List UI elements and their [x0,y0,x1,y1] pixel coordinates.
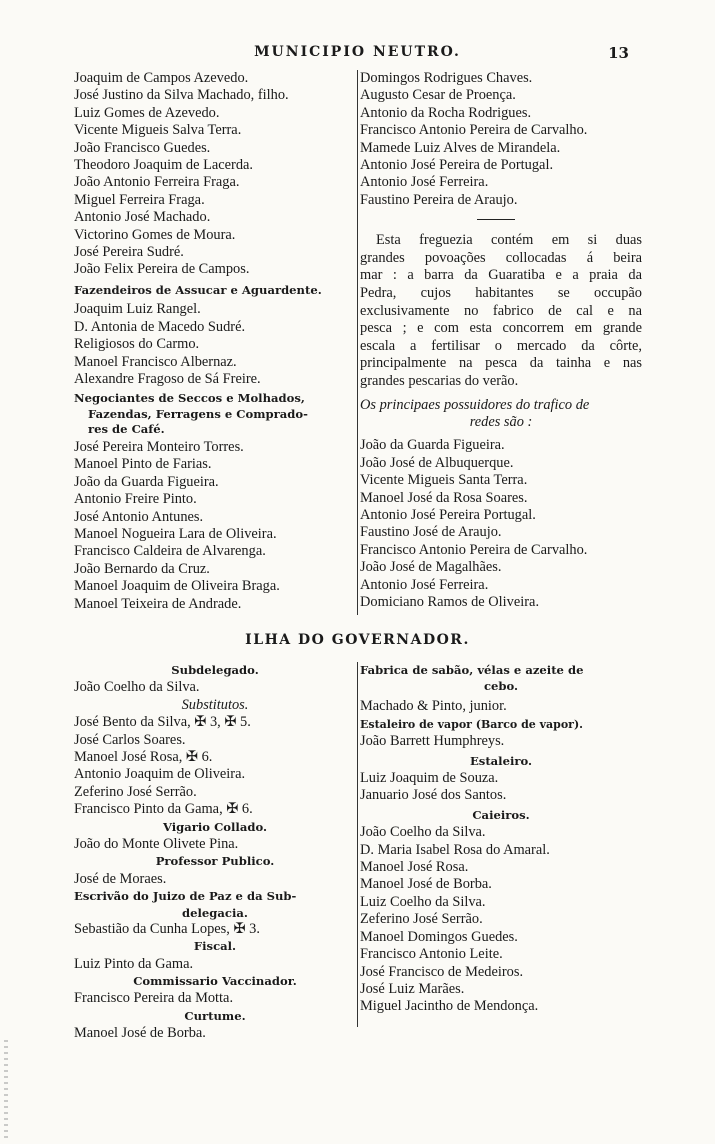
list-item: João Felix Pereira de Campos. [74,261,250,278]
list-item: Domiciano Ramos de Oliveira. [360,594,540,611]
short-rule [477,219,515,220]
list-item: José Antonio Antunes. [74,508,204,525]
list-item: José Luiz Marães. [360,980,465,997]
list-item: José Carlos Soares. [74,731,186,748]
list-item: Francisco Antonio Pereira de Carvalho. [360,541,588,558]
running-head [0,44,715,68]
paragraph-line: principalmente na pesca da tainha e nas [360,355,642,372]
scan-artifact [4,1040,8,1140]
list-item: Luiz Joaquim de Souza. [360,770,499,787]
list-item: João do Monte Olivete Pina. [74,836,239,853]
bottom-right-column [360,662,642,1016]
list-item: Manoel José Rosa. [360,859,469,876]
heading-line: Fabrica de sabão, vélas e azeite de [360,663,584,677]
heading-line: Negociantes de Seccos e Molhados, [74,391,305,406]
freguezia-paragraph [360,232,642,390]
names-list-1 [74,70,356,279]
list-item: José de Moraes. [74,870,167,887]
list-item: José Pereira Monteiro Torres. [74,438,244,455]
list-item: Manoel José de Borba. [74,1025,206,1042]
list-item: Antonio José Pereira Portugal. [360,507,536,524]
list-item: Zeferino José Serrão. [74,783,197,800]
list-item: Manoel José de Borba. [360,876,492,893]
names-list-1 [360,70,642,209]
list-item: Joaquim de Campos Azevedo. [74,70,249,86]
list-item: João Coelho da Silva. [360,824,486,841]
list-item: Sebastião da Cunha Lopes, ✠ 3. [74,920,260,937]
names-list-3 [74,439,356,613]
paragraph-line: pesca ; e com esta concorrem em grande [360,320,642,337]
list-item: Antonio Freire Pinto. [74,491,197,508]
list-item: Manoel Domingos Guedes. [360,928,518,945]
page-number: 13 [608,44,629,62]
heading-subdelegado: Subdelegado. [171,663,259,677]
heading-line: cebo. [483,679,519,694]
column-divider-bottom [357,662,358,1027]
section-title: ILHA DO GOVERNADOR. [245,632,470,648]
paragraph-line: Esta freguezia contém em si duas [376,232,642,249]
list-item: João Coelho da Silva. [74,679,200,696]
list-item: Manoel Nogueira Lara de Oliveira. [74,525,277,542]
list-item: Miguel Ferreira Fraga. [74,191,205,208]
list-item: João Bernardo da Cruz. [74,560,210,577]
list-item: João José de Magalhães. [360,559,502,576]
heading-escrivao [74,888,356,920]
list-item: Manoel Joaquim de Oliveira Braga. [74,578,280,595]
column-divider-top [357,70,358,615]
list-item: Francisco Antonio Pereira de Carvalho. [360,122,588,139]
heading-professor: Professor Publico. [155,854,275,869]
heading-curtume: Curtume. [184,1008,246,1023]
list-item: João da Guarda Figueira. [74,473,219,490]
heading-line: redes são : [469,414,533,430]
list-item: Victorino Gomes de Moura. [74,226,236,243]
list-item: Miguel Jacintho de Mendonça. [360,998,539,1015]
heading-substitutos: Substitutos. [181,696,249,713]
list-item: Luiz Gomes de Azevedo. [74,104,220,121]
list-item: Antonio José Pereira de Portugal. [360,157,554,174]
list-item: Luiz Coelho da Silva. [360,893,486,910]
list-item: Luiz Pinto da Gama. [74,955,194,972]
heading-commissario: Commissario Vaccinador. [133,973,297,988]
list-item: João Antonio Ferreira Fraga. [74,174,240,191]
heading-trafico [360,391,642,432]
list-item: José Justino da Silva Machado, filho. [74,87,289,104]
running-title: MUNICIPIO NEUTRO. [254,44,461,60]
paragraph-line: grandes pescarias do verão. [360,373,519,389]
list-item: José Pereira Sudré. [74,244,184,261]
list-item: Theodoro Joaquim de Lacerda. [74,157,254,174]
heading-fiscal: Fiscal. [193,939,237,954]
names-list-2 [74,301,356,388]
paragraph-line: grandes povoações collocadas á beira [360,249,642,266]
heading-caieiros: Caieiros. [472,807,530,822]
paragraph-line: escala a fertilisar o mercado da côrte, [360,337,642,354]
heading-line: Escrivão do Juizo de Paz e da Sub- [74,889,297,904]
heading-line: delegacia. [182,905,248,920]
heading-estaleiro-vapor: Estaleiro de vapor (Barco de vapor). [360,717,583,731]
list-item: João Barrett Humphreys. [360,733,505,750]
names-list-2 [360,437,642,611]
list-item: Antonio José Ferreira. [360,576,489,593]
list-item: Mamede Luiz Alves de Mirandela. [360,139,561,156]
list-item: João da Guarda Figueira. [360,437,505,454]
list-item: João Francisco Guedes. [74,139,211,156]
list-item: Alexandre Fragoso de Sá Freire. [74,370,261,387]
list-item: Faustino Pereira de Araujo. [360,191,518,208]
list-item: Machado & Pinto, junior. [360,698,507,715]
list-item: Vicente Migueis Santa Terra. [360,472,528,489]
heading-fabrica [360,662,642,694]
list-item: Francisco Antonio Leite. [360,946,503,963]
list-item: Manoel José da Rosa Soares. [360,489,528,506]
top-right-column [360,70,642,611]
list-item: Francisco Pereira da Motta. [74,990,234,1007]
list-item: D. Antonia de Macedo Sudré. [74,318,246,335]
list-item: José Francisco de Medeiros. [360,963,524,980]
bottom-left-column [74,662,356,1043]
heading-line: res de Café. [88,421,165,436]
list-item: Januario José dos Santos. [360,787,507,804]
list-item: Antonio José Ferreira. [360,174,489,191]
heading-line: Os principaes possuidores do trafico de [360,396,590,413]
list-item: Faustino José de Araujo. [360,524,502,541]
list-item: Vicente Migueis Salva Terra. [74,122,242,139]
list-item: José Bento da Silva, ✠ 3, ✠ 5. [74,714,251,731]
list-item: Manoel José Rosa, ✠ 6. [74,749,213,766]
list-item: Religiosos do Carmo. [74,336,200,353]
list-item: Antonio da Rocha Rodrigues. [360,104,532,121]
paragraph-line: exclusivamente no fabrico de cal e na [360,302,642,319]
list-item: Manoel Teixeira de Andrade. [74,595,242,612]
list-item: Francisco Caldeira de Alvarenga. [74,543,266,560]
list-item: Manoel Pinto de Farias. [74,456,212,473]
heading-vigario: Vigario Collado. [162,819,268,834]
paragraph-line: Pedra, cujos habitantes se occupão [360,285,642,302]
list-item: D. Maria Isabel Rosa do Amaral. [360,841,550,858]
list-item: Manoel Francisco Albernaz. [74,353,237,370]
heading-estaleiro: Estaleiro. [469,753,533,768]
heading-line: Fazendas, Ferragens e Comprado- [88,406,308,421]
list-item: João José de Albuquerque. [360,454,514,471]
list-item: Francisco Pinto da Gama, ✠ 6. [74,801,253,818]
list-item: Antonio Joaquim de Oliveira. [74,766,246,783]
heading-fazendeiros: Fazendeiros de Assucar e Aguardente. [74,282,322,297]
list-item: Zeferino José Serrão. [360,911,483,928]
list-item: Antonio José Machado. [74,209,211,226]
list-item: Joaquim Luiz Rangel. [74,301,201,318]
list-item: Domingos Rodrigues Chaves. [360,70,533,86]
list-item: Augusto Cesar de Proença. [360,87,516,104]
top-left-column [74,70,356,613]
heading-negociantes [74,388,356,439]
paragraph-line: mar : a barra da Guaratiba e a praia da [360,267,642,284]
